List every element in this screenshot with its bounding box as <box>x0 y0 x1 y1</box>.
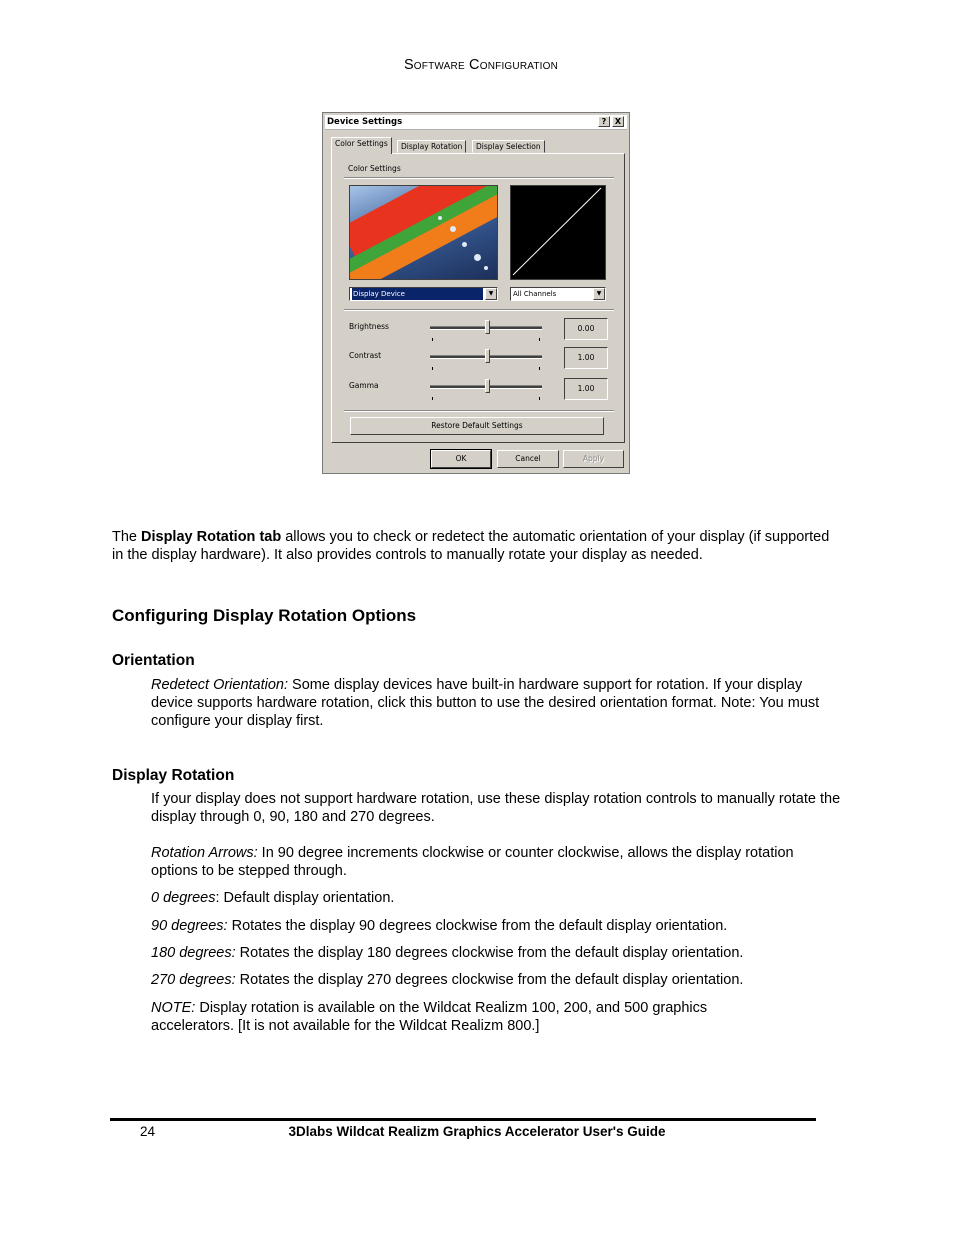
tick-mark <box>539 338 540 341</box>
section-heading: Configuring Display Rotation Options <box>112 606 417 625</box>
intro-lead: The <box>112 529 142 545</box>
rotation-item-term: 180 degrees: <box>151 945 236 961</box>
channel-select-value: All Channels <box>513 290 557 298</box>
close-button[interactable]: X <box>612 116 624 127</box>
brightness-value[interactable]: 0.00 <box>564 318 608 340</box>
tab-color-settings[interactable]: Color Settings <box>331 137 392 154</box>
tick-mark <box>539 397 540 400</box>
brightness-slider-handle[interactable] <box>485 320 490 334</box>
divider <box>344 177 614 179</box>
intro-paragraph <box>112 528 832 564</box>
tick-mark <box>432 367 433 370</box>
rotation-item-text: : Default display orientation. <box>215 890 395 906</box>
intro-rest: allows you to check or redetect the automatic orientation of your display (if supported in the display hardware). It also provides controls to manually rotate your display as needed. <box>112 529 830 563</box>
channel-select[interactable] <box>510 287 606 301</box>
rotation-item <box>151 971 841 989</box>
running-header: Software Configuration <box>403 57 559 73</box>
contrast-slider-handle[interactable] <box>485 349 490 363</box>
note-text: Display rotation is available on the Wildcat Realizm 100, 200, and 500 graphics accelerators. [It is not available for the Wildcat Realizm 800.] <box>151 1000 708 1034</box>
chevron-down-icon[interactable]: ▼ <box>485 288 497 300</box>
rotation-item-text: Rotates the display 90 degrees clockwise from the default display orientation. <box>227 918 728 934</box>
tick-mark <box>432 338 433 341</box>
restore-defaults-button[interactable]: Restore Default Settings <box>350 417 604 435</box>
gamma-value[interactable]: 1.00 <box>564 378 608 400</box>
ok-button[interactable]: OK <box>431 450 491 468</box>
divider <box>344 410 614 412</box>
rotation-item <box>151 944 841 962</box>
device-settings-dialog-screenshot <box>322 112 630 474</box>
device-select-value: Display Device <box>352 288 483 300</box>
cancel-button[interactable]: Cancel <box>497 450 559 468</box>
help-button[interactable]: ? <box>598 116 610 127</box>
intro-bold-term: Display Rotation tab <box>141 529 282 545</box>
display-rotation-intro: If your display does not support hardware rotation, use these display rotation controls to manually rotate the display through 0, 90, 180 and 270 degrees. <box>151 791 841 825</box>
chevron-down-icon[interactable]: ▼ <box>593 288 605 300</box>
group-label: Color Settings <box>348 164 401 173</box>
page-number: 24 <box>140 1124 156 1139</box>
orientation-text: Some display devices have built-in hardware support for rotation. If your display device supports hardware rotation, click this button to use the desired orientation format. Note: You must configure your display first. <box>151 677 820 729</box>
rotation-item-term: 270 degrees: <box>151 972 236 988</box>
rotation-arrows-text: In 90 degree increments clockwise or counter clockwise, allows the display rotation options to be stepped through. <box>151 845 794 879</box>
gamma-curve-line <box>511 186 603 277</box>
rotation-item-term: 0 degrees <box>151 890 216 906</box>
footer-title: 3Dlabs Wildcat Realizm Graphics Accelerator User's Guide <box>288 1124 666 1139</box>
dialog-titlebar <box>325 115 627 130</box>
rotation-item-term: 90 degrees: <box>151 918 228 934</box>
contrast-label: Contrast <box>349 351 382 360</box>
gamma-label: Gamma <box>349 381 379 390</box>
device-select[interactable] <box>349 287 498 301</box>
brightness-label: Brightness <box>349 322 389 331</box>
tick-mark <box>539 367 540 370</box>
tab-display-rotation[interactable]: Display Rotation <box>397 140 466 153</box>
divider <box>344 309 614 311</box>
gamma-curve-graph <box>510 185 606 280</box>
tab-display-selection[interactable]: Display Selection <box>472 140 545 153</box>
orientation-paragraph <box>151 676 821 730</box>
display-rotation-heading: Display Rotation <box>112 767 235 784</box>
rotation-arrows-paragraph <box>151 844 801 880</box>
rotation-item <box>151 889 841 907</box>
rotation-item-text: Rotates the display 270 degrees clockwise from the default display orientation. <box>235 972 744 988</box>
note-paragraph <box>151 999 791 1035</box>
footer-rule <box>110 1118 816 1121</box>
preview-image <box>349 185 498 280</box>
rotation-item <box>151 917 841 935</box>
orientation-term: Redetect Orientation: <box>151 677 289 693</box>
dialog-title: Device Settings <box>327 117 403 127</box>
rotation-item-text: Rotates the display 180 degrees clockwise from the default display orientation. <box>235 945 744 961</box>
gamma-slider-handle[interactable] <box>485 379 490 393</box>
apply-button[interactable]: Apply <box>563 450 624 468</box>
orientation-heading: Orientation <box>112 652 195 669</box>
note-term: NOTE: <box>151 1000 196 1016</box>
rotation-arrows-term: Rotation Arrows: <box>151 845 258 861</box>
color-settings-panel <box>331 153 625 443</box>
contrast-value[interactable]: 1.00 <box>564 347 608 369</box>
tick-mark <box>432 397 433 400</box>
